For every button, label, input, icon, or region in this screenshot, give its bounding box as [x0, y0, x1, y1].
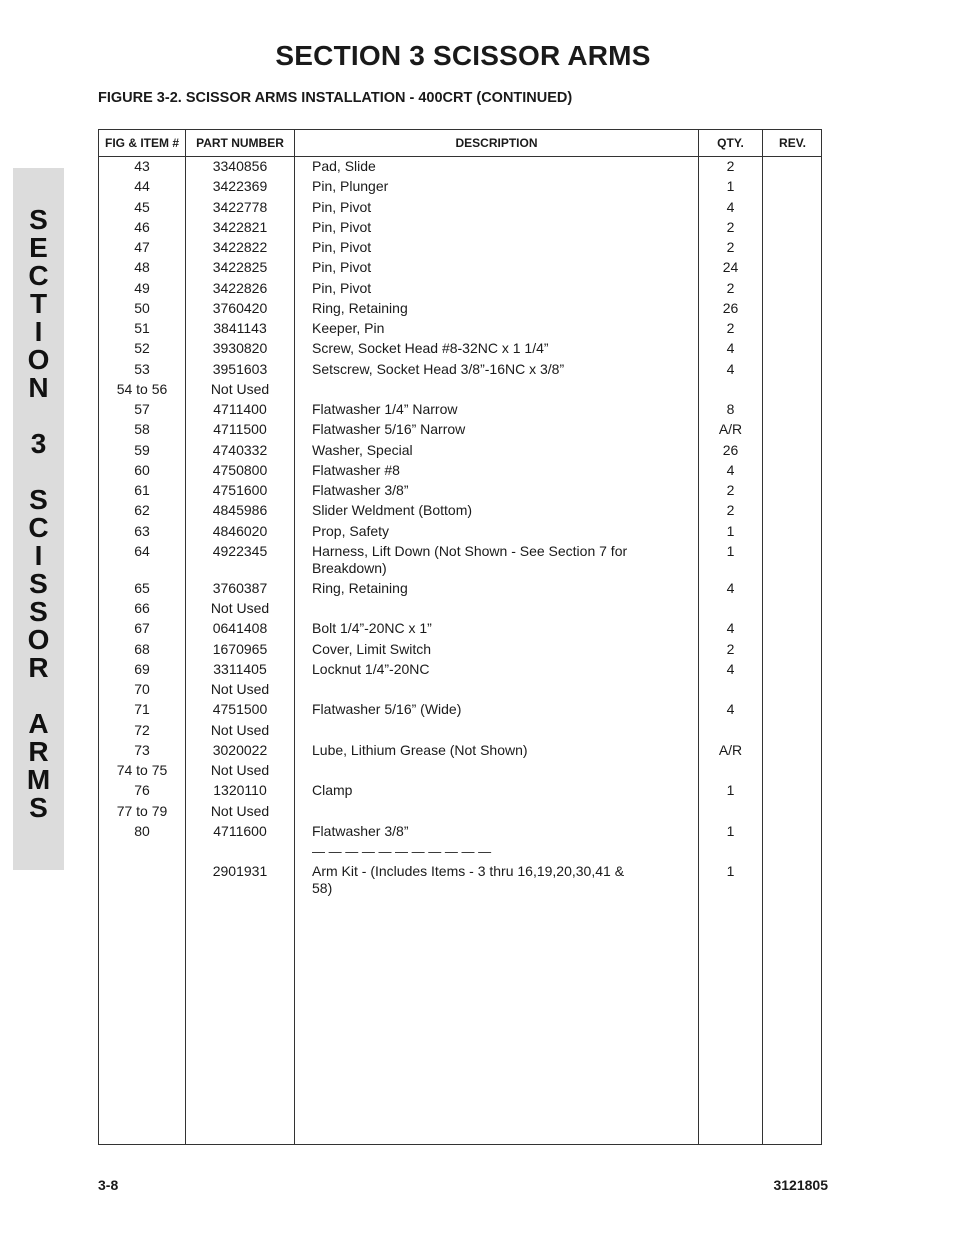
table-row [99, 542, 821, 576]
description-cell: Ring, Retaining [312, 299, 408, 316]
fig-item-cell: 49 [134, 279, 150, 296]
fig-item-cell: 57 [134, 401, 150, 417]
description-cell: Keeper, Pin [312, 320, 385, 336]
description-cell: Clamp [312, 782, 353, 799]
table-row [99, 178, 821, 198]
fig-item-cell: 73 [134, 741, 150, 758]
table-row [99, 661, 821, 681]
table-row [99, 701, 821, 721]
part-number-cell: 3422821 [212, 218, 268, 235]
fig-item-cell: 70 [134, 681, 150, 697]
header-rev: REV. [779, 136, 806, 150]
description-cell: Pin, Pivot [312, 198, 372, 215]
part-number-cell: 4711500 [213, 421, 267, 438]
fig-item-cell: 67 [134, 620, 150, 637]
fig-item-cell: 53 [134, 360, 150, 377]
table-row [99, 722, 821, 742]
page-title: SECTION 3 SCISSOR ARMS [275, 40, 651, 71]
description-cell: — — — — — — — — — — — [312, 844, 492, 859]
table-row [99, 219, 821, 239]
description-cell: Flatwasher 5/16” (Wide) [312, 701, 462, 718]
fig-item-cell: 48 [134, 259, 150, 276]
header-description: DESCRIPTION [455, 136, 538, 150]
fig-item-cell: 45 [134, 198, 150, 215]
description-cell: Flatwasher 3/8” [312, 482, 409, 498]
description-cell: Flatwasher 5/16” Narrow [312, 421, 466, 438]
table-row [99, 259, 821, 279]
part-number-cell: Not Used [210, 600, 270, 616]
side-tab-letter: R [28, 736, 49, 767]
description-cell: Prop, Safety [312, 522, 390, 539]
fig-item-cell: 74 to 75 [116, 762, 168, 778]
description-cell: Harness, Lift Down (Not Shown - See Section 7 for Breakdown) [312, 542, 628, 576]
part-number-cell: Not Used [210, 681, 270, 697]
qty-cell: 8 [726, 401, 735, 417]
table-row [99, 462, 821, 482]
table-row [99, 239, 821, 259]
description-cell: Bolt 1/4”-20NC x 1” [312, 620, 432, 637]
qty-cell: 4 [726, 198, 735, 215]
part-number-cell: 0641408 [212, 620, 268, 637]
part-number-cell: 3951603 [212, 360, 268, 377]
description-cell: Pin, Pivot [312, 239, 372, 255]
description-cell: Cover, Limit Switch [312, 640, 432, 657]
side-tab-letter: S [29, 204, 48, 235]
qty-cell: A/R [718, 741, 743, 758]
side-tab-letter: S [29, 484, 48, 515]
part-number-cell: Not Used [210, 802, 270, 819]
table-row [99, 600, 821, 620]
fig-item-cell: 51 [134, 320, 150, 336]
header-qty: QTY. [717, 136, 744, 150]
description-cell: Pin, Pivot [312, 218, 372, 235]
description-cell: Pin, Plunger [312, 178, 389, 195]
part-number-cell: 4922345 [212, 542, 268, 559]
description-cell: Flatwasher #8 [312, 461, 400, 478]
part-number-cell: 3422778 [212, 198, 268, 215]
qty-cell: 4 [726, 701, 735, 718]
fig-item-cell: 47 [134, 239, 150, 255]
description-cell: Setscrew, Socket Head 3/8”-16NC x 3/8” [312, 360, 565, 377]
part-number-cell: 4751500 [212, 701, 268, 718]
qty-cell: A/R [718, 421, 743, 438]
fig-item-cell: 63 [134, 522, 150, 539]
part-number-cell: Not Used [210, 721, 270, 738]
part-number-cell: 3422369 [212, 178, 268, 195]
description-cell: Arm Kit - (Includes Items - 3 thru 16,19,20,30,41 & 58) [312, 863, 625, 896]
side-tab-letter: O [27, 624, 50, 655]
part-number-cell: 4740332 [212, 441, 268, 458]
page-number: 3-8 [98, 1177, 119, 1193]
fig-item-cell: 76 [134, 782, 150, 799]
parts-table [98, 129, 822, 1145]
fig-item-cell: 61 [134, 482, 150, 498]
fig-item-cell: 46 [134, 218, 150, 235]
table-row [99, 580, 821, 600]
side-tab-letter: C [28, 260, 49, 291]
qty-cell: 4 [726, 360, 735, 377]
part-number-cell: 3311405 [213, 660, 267, 677]
description-cell: Pin, Pivot [312, 259, 372, 276]
table-row [99, 620, 821, 640]
qty-cell: 4 [726, 579, 735, 596]
fig-item-cell: 66 [134, 600, 150, 616]
qty-cell: 4 [726, 620, 735, 637]
fig-item-cell: 59 [134, 441, 150, 458]
table-row [99, 442, 821, 462]
description-cell: Washer, Special [312, 441, 413, 458]
table-row [99, 742, 821, 762]
qty-cell: 26 [722, 441, 739, 458]
part-number-cell: 4711400 [213, 401, 267, 417]
side-tab-letter: I [34, 540, 43, 571]
qty-cell: 2 [726, 320, 735, 336]
table-row [99, 280, 821, 300]
qty-cell: 2 [726, 279, 735, 296]
side-tab-letter: T [29, 288, 48, 319]
fig-item-cell: 77 to 79 [116, 802, 168, 819]
part-number-cell: Not Used [210, 762, 270, 778]
part-number-cell: 3760387 [212, 579, 268, 596]
description-cell: Ring, Retaining [312, 579, 408, 596]
fig-item-cell: 43 [134, 158, 150, 174]
table-row [99, 641, 821, 661]
part-number-cell: 4846020 [212, 522, 268, 539]
side-tab-letter: N [28, 372, 49, 403]
part-number-cell: 4711600 [213, 822, 267, 839]
header-divider [99, 156, 821, 157]
document-number: 3121805 [773, 1177, 828, 1193]
qty-cell: 2 [726, 158, 735, 174]
qty-cell: 2 [726, 502, 735, 519]
fig-item-cell: 60 [134, 461, 150, 478]
description-cell: Pin, Pivot [312, 279, 372, 296]
part-number-cell: 4751600 [212, 482, 268, 498]
table-row [99, 320, 821, 340]
description-cell: Locknut 1/4”-20NC [312, 660, 430, 677]
header-part-number: PART NUMBER [196, 136, 284, 150]
table-row [99, 300, 821, 320]
fig-item-cell: 80 [134, 822, 150, 839]
figure-title: FIGURE 3-2. SCISSOR ARMS INSTALLATION - 400CRT (CONTINUED) [98, 90, 573, 106]
fig-item-cell: 58 [134, 421, 150, 438]
qty-cell: 4 [726, 660, 735, 677]
table-row [99, 199, 821, 219]
side-tab-letter: C [28, 512, 49, 543]
description-cell: Lube, Lithium Grease (Not Shown) [312, 741, 528, 758]
side-tab-letter: R [28, 652, 49, 683]
side-tab-letter: E [29, 232, 48, 263]
part-number-cell: 3422822 [212, 239, 268, 255]
part-number-cell: 4845986 [212, 502, 268, 519]
section-side-tab [13, 168, 64, 870]
table-row [99, 762, 821, 782]
part-number-cell: 1320110 [213, 782, 267, 799]
table-row [99, 421, 821, 441]
table-row [99, 401, 821, 421]
side-tab-letter: S [29, 568, 48, 599]
description-cell: Slider Weldment (Bottom) [312, 502, 473, 519]
side-tab-letter: S [29, 596, 48, 627]
side-tab-letter: S [29, 792, 48, 823]
qty-cell: 2 [726, 239, 735, 255]
side-tab-letter: 3 [30, 428, 47, 459]
table-row [99, 361, 821, 381]
part-number-cell: 3841143 [213, 320, 267, 336]
table-row [99, 340, 821, 360]
part-number-cell: 3422826 [212, 279, 268, 296]
side-tab-letter: O [27, 344, 50, 375]
fig-item-cell: 69 [134, 660, 150, 677]
part-number-cell: 3340856 [212, 158, 268, 174]
table-row [99, 158, 821, 178]
fig-item-cell: 71 [134, 701, 150, 718]
qty-cell: 26 [722, 299, 739, 316]
part-number-cell: 1670965 [212, 640, 268, 657]
part-number-cell: 3930820 [212, 340, 268, 357]
fig-item-cell: 68 [134, 640, 150, 657]
qty-cell: 4 [726, 461, 735, 478]
side-tab-letter: M [26, 764, 51, 795]
description-cell: Screw, Socket Head #8-32NC x 1 1/4” [312, 340, 549, 357]
qty-cell: 2 [726, 482, 735, 498]
part-number-cell: 3020022 [212, 741, 268, 758]
part-number-cell: 2901931 [212, 863, 268, 879]
qty-cell: 1 [726, 863, 735, 879]
table-row [99, 482, 821, 502]
table-row [99, 823, 821, 843]
fig-item-cell: 52 [134, 340, 150, 357]
qty-cell: 1 [726, 522, 735, 539]
table-row [99, 843, 821, 863]
table-row [99, 863, 821, 896]
table-row [99, 502, 821, 522]
description-cell: Flatwasher 1/4” Narrow [312, 401, 458, 417]
fig-item-cell: 72 [134, 721, 150, 738]
table-row [99, 803, 821, 823]
qty-cell: 2 [726, 640, 735, 657]
fig-item-cell: 44 [134, 178, 150, 195]
fig-item-cell: 62 [134, 502, 150, 519]
part-number-cell: 3760420 [212, 299, 268, 316]
fig-item-cell: 64 [134, 542, 150, 559]
fig-item-cell: 54 to 56 [116, 380, 168, 397]
table-row [99, 681, 821, 701]
qty-cell: 1 [726, 782, 735, 799]
fig-item-cell: 65 [134, 579, 150, 596]
part-number-cell: Not Used [210, 380, 270, 397]
qty-cell: 4 [726, 340, 735, 357]
table-row [99, 782, 821, 802]
qty-cell: 1 [726, 542, 735, 559]
table-row [99, 523, 821, 543]
fig-item-cell: 50 [134, 299, 150, 316]
part-number-cell: 4750800 [212, 461, 268, 478]
side-tab-letter: A [28, 708, 49, 739]
description-cell: Flatwasher 3/8” [312, 822, 409, 839]
part-number-cell: 3422825 [212, 259, 268, 276]
qty-cell: 24 [722, 259, 739, 276]
qty-cell: 1 [726, 178, 735, 195]
side-tab-letter: I [34, 316, 43, 347]
description-cell: Pad, Slide [312, 158, 376, 174]
qty-cell: 2 [726, 218, 735, 235]
table-row [99, 381, 821, 401]
qty-cell: 1 [726, 822, 735, 839]
header-fig-item: FIG & ITEM # [104, 136, 179, 150]
